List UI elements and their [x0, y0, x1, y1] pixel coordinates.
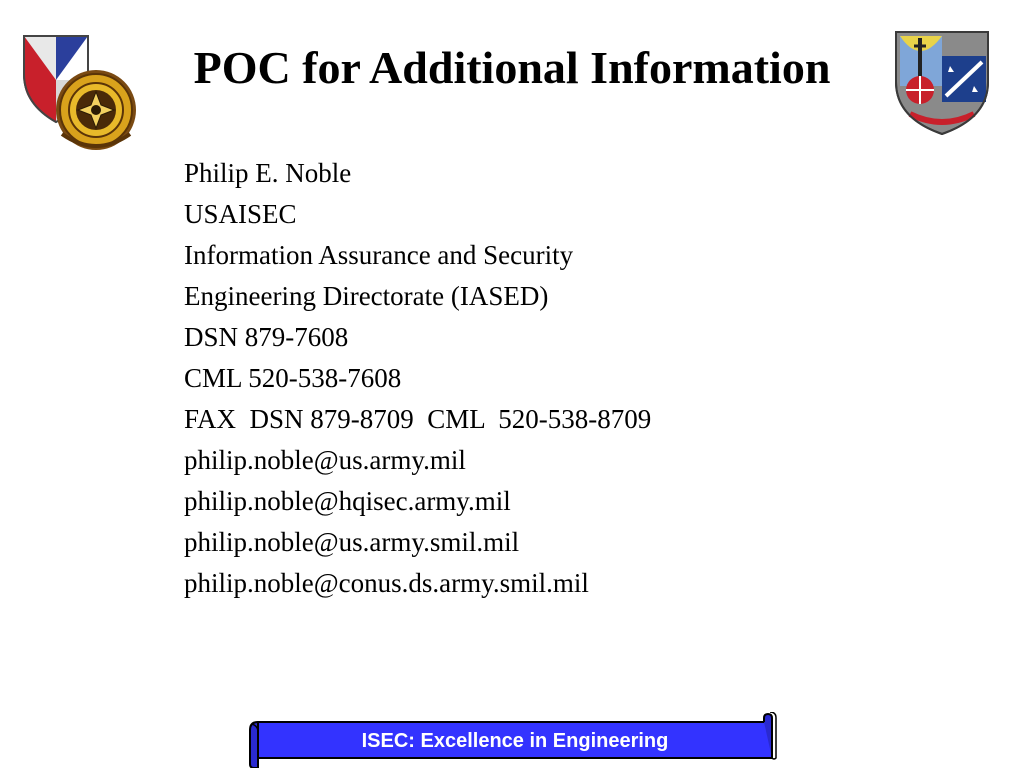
contact-details: [184, 153, 651, 604]
contact-dsn-phone: DSN 879-7608: [184, 322, 349, 352]
contact-email-hqisec: philip.noble@hqisec.army.mil: [184, 486, 511, 516]
isec-shield-icon: [896, 32, 988, 134]
contact-email-smil: philip.noble@us.army.smil.mil: [184, 527, 520, 557]
contact-email-us-army: philip.noble@us.army.mil: [184, 445, 466, 475]
right-insignia: [890, 26, 994, 138]
contact-directorate-line-1: Information Assurance and Security: [184, 240, 574, 270]
contact-name: Philip E. Noble: [184, 158, 352, 188]
contact-fax: FAX DSN 879-8709 CML 520-538-8709: [184, 404, 652, 434]
page-title: POC for Additional Information: [193, 42, 831, 93]
contact-directorate-line-2: Engineering Directorate (IASED): [184, 281, 549, 311]
banner-text: ISEC: Excellence in Engineering: [361, 730, 669, 752]
contact-email-conus: philip.noble@conus.ds.army.smil.mil: [184, 568, 589, 598]
contact-cml-phone: CML 520-538-7608: [184, 363, 402, 393]
contact-organization: USAISEC: [184, 199, 297, 229]
